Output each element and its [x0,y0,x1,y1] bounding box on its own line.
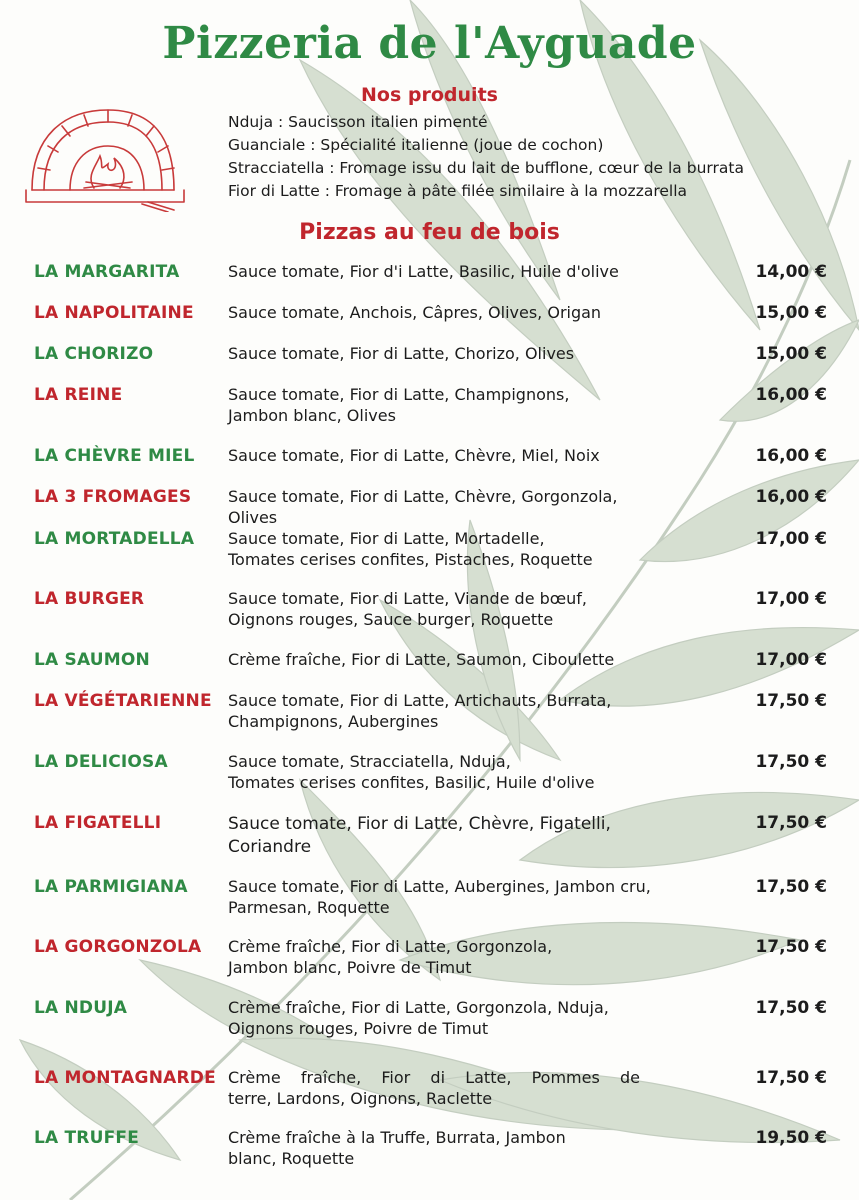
pizza-price: 16,00 € [755,487,827,507]
pizza-ingredients: Sauce tomate, Anchois, Câpres, Olives, Origan [228,303,602,322]
pizza-ingredients: Crème fraîche, Fior di Latte, Gorgonzola, Jambon blanc, Poivre de Timut [228,937,553,977]
pizza-name: LA BURGER [34,589,145,609]
pizza-ingredients: Sauce tomate, Fior di Latte, Champignons, Jambon blanc, Olives [228,385,570,425]
pizza-name: LA REINE [34,385,123,405]
pizza-price: 15,00 € [755,344,827,364]
pizza-price: 17,50 € [755,937,827,957]
pizza-name: LA SAUMON [34,650,150,670]
pizza-price: 15,00 € [755,303,827,323]
page-title: Pizzeria de l'Ayguade [162,18,697,69]
pizza-ingredients: Sauce tomate, Fior di Latte, Chèvre, Miel, Noix [228,446,600,465]
pizza-ingredients: Sauce tomate, Fior d'i Latte, Basilic, Huile d'olive [228,262,619,281]
pizza-price: 17,50 € [755,691,827,711]
pizza-ingredients: Sauce tomate, Stracciatella, Nduja, Tomates cerises confites, Basilic, Huile d'olive [228,752,595,792]
pizza-name: LA FIGATELLI [34,813,162,833]
pizza-name: LA MONTAGNARDE [34,1068,216,1088]
pizza-name: LA 3 FROMAGES [34,487,192,507]
pizza-name: LA DELICIOSA [34,752,168,772]
pizza-ingredients: Crème fraîche, Fior di Latte, Saumon, Ciboulette [228,650,615,669]
glossary-item: Stracciatella : Fromage issu du lait de bufflone, cœur de la burrata [228,159,744,177]
pizza-ingredients: Sauce tomate, Fior di Latte, Mortadelle, Tomates cerises confites, Pistaches, Roquette [228,529,593,569]
glossary-item: Fior di Latte : Fromage à pâte filée similaire à la mozzarella [228,182,688,200]
pizza-ingredients: Sauce tomate, Fior di Latte, Viande de bœuf, Oignons rouges, Sauce burger, Roquette [228,589,588,629]
pizza-ingredients-line2: terre, Lardons, Oignons, Raclette [228,1088,493,1108]
pizza-price: 17,00 € [755,589,827,609]
pizza-name: LA VÉGÉTARIENNE [34,691,212,711]
pizza-price: 17,00 € [755,650,827,670]
glossary-item: Nduja : Saucisson italien pimenté [228,113,488,131]
pizza-ingredients: Sauce tomate, Fior di Latte, Chèvre, Figatelli, Coriandre [228,814,611,857]
products-glossary [228,111,828,203]
pizza-ingredients: Crème fraîche, Fior di Latte, Gorgonzola, Nduja, Oignons rouges, Poivre de Timut [228,998,609,1038]
pizza-ingredients: Sauce tomate, Fior di Latte, Chèvre, Gorgonzola, Olives [228,487,618,527]
pizza-price: 17,50 € [755,1068,827,1088]
section-heading: Pizzas au feu de bois [299,220,560,245]
pizza-ingredients: Sauce tomate, Fior di Latte, Artichauts, Burrata, Champignons, Aubergines [228,691,612,731]
pizza-name: LA GORGONZOLA [34,937,202,957]
pizza-name: LA PARMIGIANA [34,877,188,897]
pizza-price: 17,50 € [755,877,827,897]
pizza-price: 17,50 € [755,813,827,833]
pizza-price: 17,50 € [755,998,827,1018]
pizza-name: LA TRUFFE [34,1128,140,1148]
pizza-name: LA CHORIZO [34,344,154,364]
pizza-price: 19,50 € [755,1128,827,1148]
pizza-ingredients: Sauce tomate, Fior di Latte, Aubergines, Jambon cru, Parmesan, Roquette [228,877,651,917]
products-heading: Nos produits [361,84,498,106]
pizza-price: 14,00 € [755,262,827,282]
pizza-ingredients: Sauce tomate, Fior di Latte, Chorizo, Olives [228,344,575,363]
pizza-name: LA NDUJA [34,998,128,1018]
pizza-price: 16,00 € [755,446,827,466]
pizza-name: LA CHÈVRE MIEL [34,446,195,466]
glossary-item: Guanciale : Spécialité italienne (joue de cochon) [228,136,604,154]
pizza-price: 16,00 € [755,385,827,405]
pizza-name: LA NAPOLITAINE [34,303,194,323]
pizza-ingredients: Crème fraîche à la Truffe, Burrata, Jambon blanc, Roquette [228,1128,566,1168]
pizza-name: LA MARGARITA [34,262,180,282]
pizza-price: 17,00 € [755,529,827,549]
pizza-price: 17,50 € [755,752,827,772]
pizza-ingredients: Crème fraîche, Fior di Latte, Pommes de [228,1068,640,1087]
pizza-name: LA MORTADELLA [34,529,195,549]
wood-fired-oven-icon [24,106,188,212]
